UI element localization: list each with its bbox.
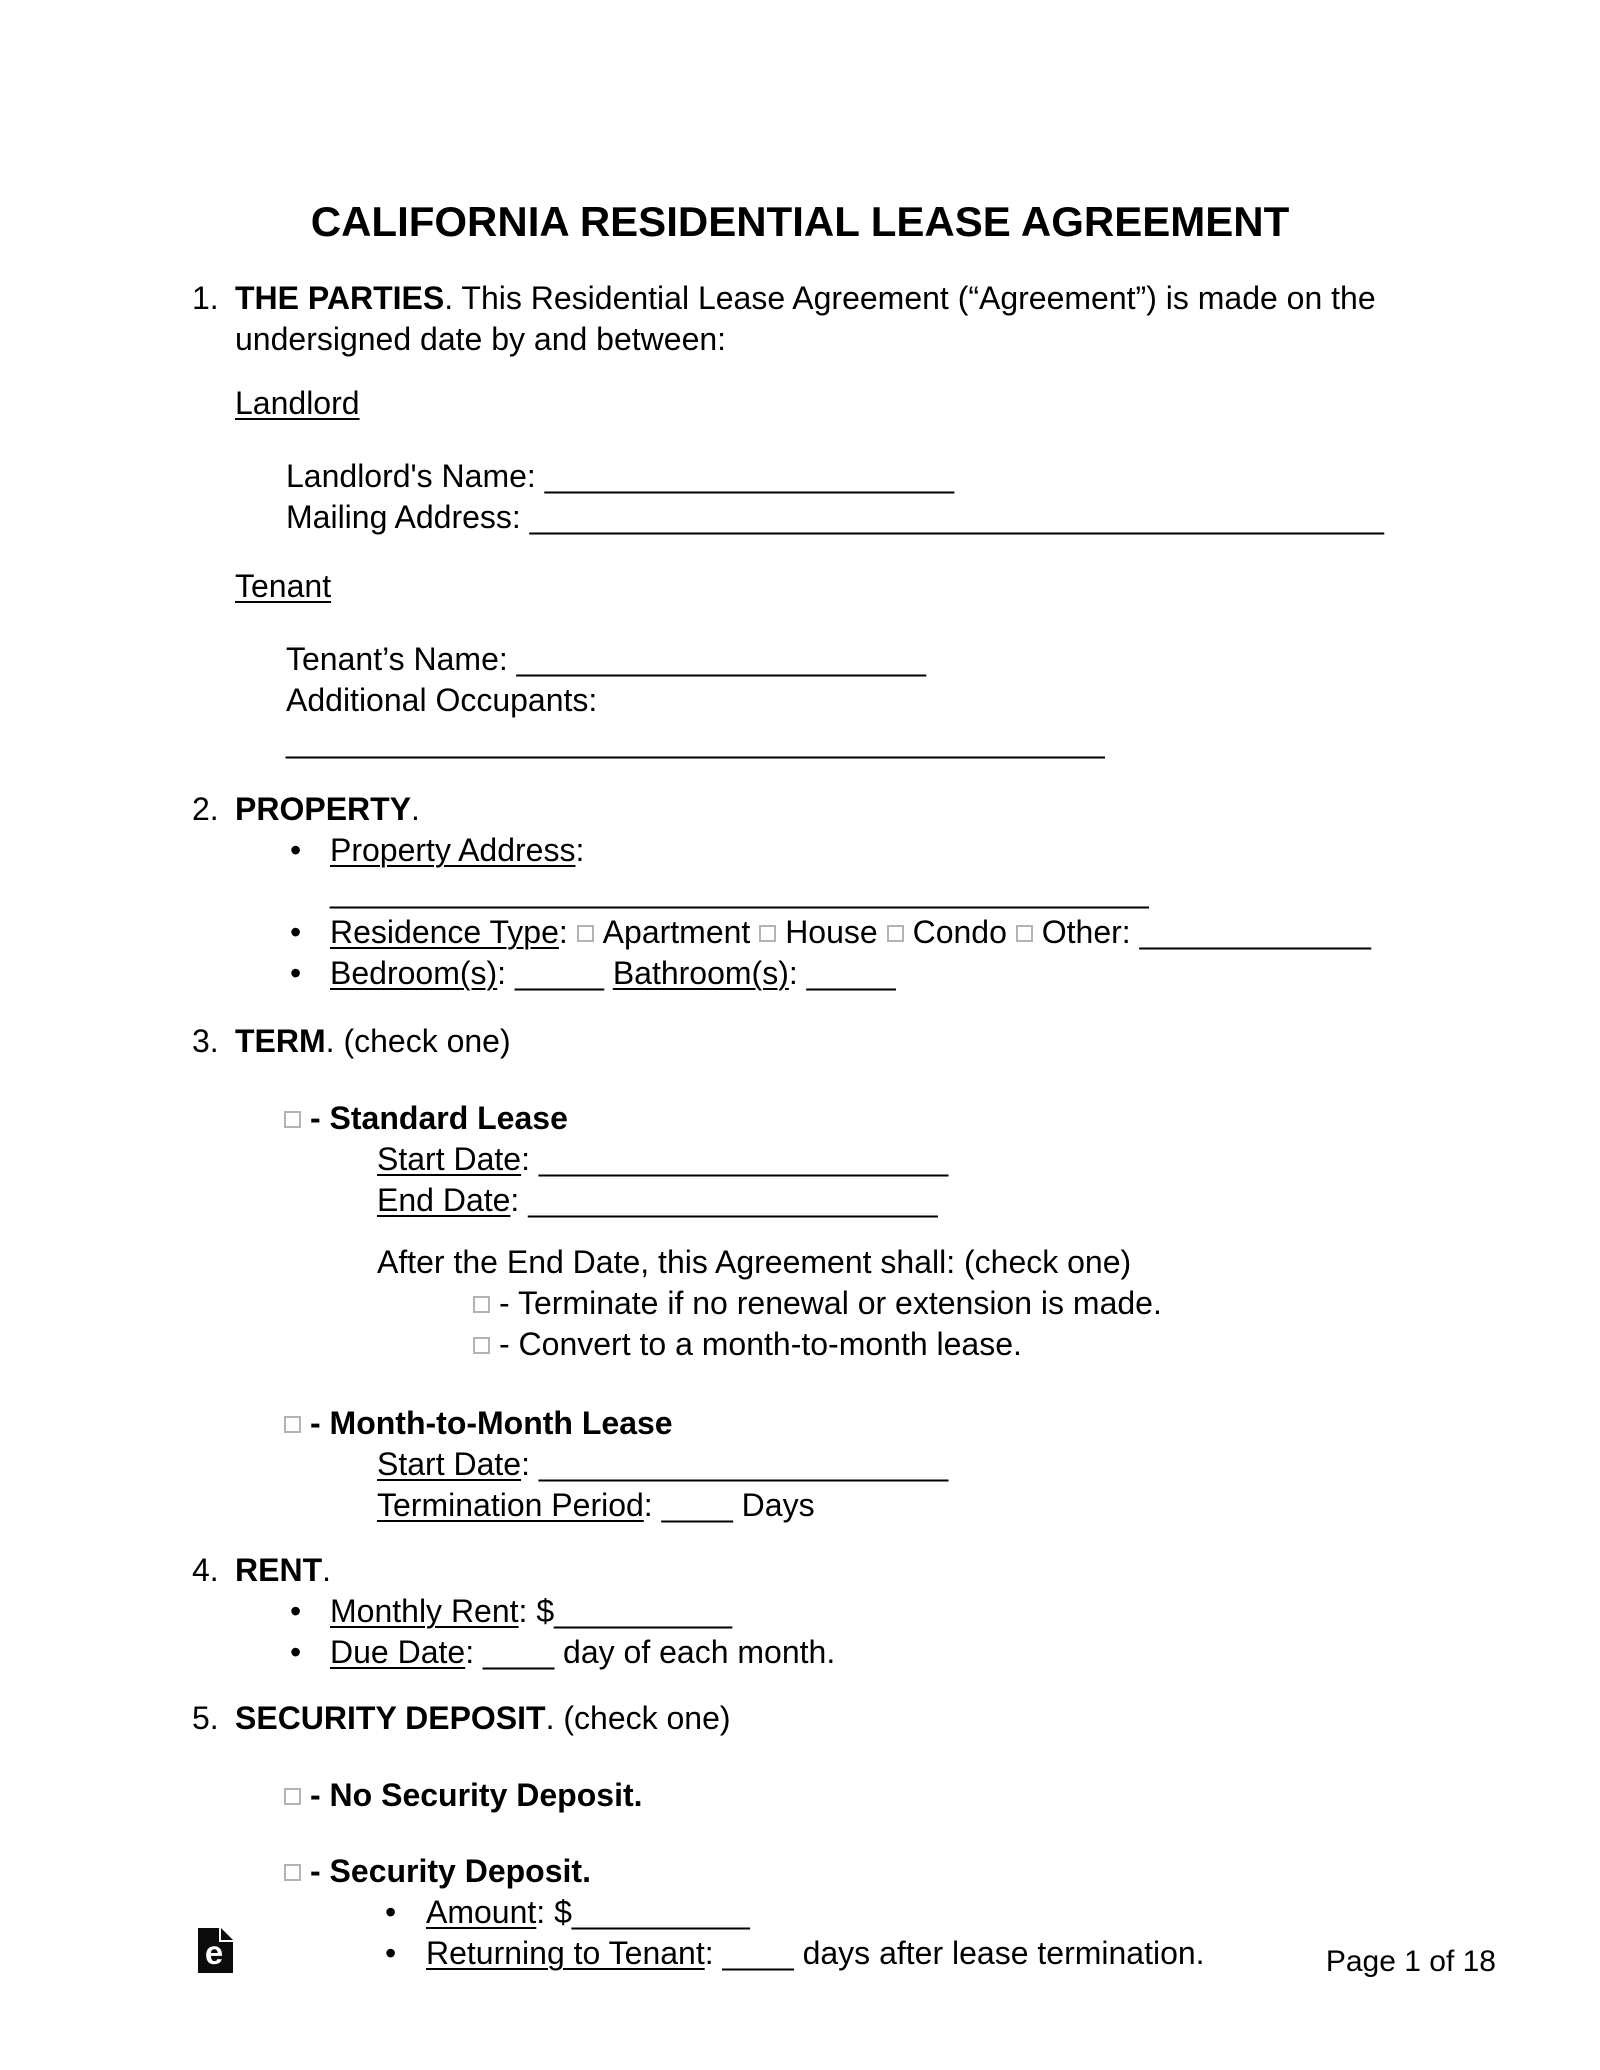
- checkbox-terminate[interactable]: [473, 1296, 490, 1313]
- bedroom-bathroom-line: • Bedroom(s): _____ Bathroom(s): _____: [235, 953, 1400, 994]
- standard-start-date-line: Start Date: _______________________: [377, 1141, 949, 1177]
- section-security-deposit-number: 5.: [192, 1700, 219, 1736]
- mailing-address-line: Mailing Address: ________________________________________________: [286, 499, 1384, 535]
- section-rent: [192, 1550, 1400, 1673]
- option-other-label: Other: [1041, 914, 1122, 950]
- document-body: [192, 278, 1400, 1974]
- m2m-start-date-label: Start Date: [377, 1446, 522, 1482]
- section-property-number: 2.: [192, 791, 219, 827]
- terminate-option-label: - Terminate if no renewal or extension is made.: [499, 1285, 1162, 1321]
- security-deposit-line: [284, 1851, 1400, 1892]
- mailing-address-field[interactable]: ________________________________________________: [529, 499, 1384, 535]
- checkbox-month-to-month[interactable]: [284, 1416, 301, 1433]
- term-heading-line: TERM. (check one): [235, 1023, 511, 1059]
- bathrooms-field[interactable]: _____: [806, 955, 896, 991]
- section-term-number: 3.: [192, 1023, 219, 1059]
- section-parties-number: 1.: [192, 280, 219, 316]
- eforms-logo: [198, 1928, 233, 1983]
- section-rent-number: 4.: [192, 1552, 219, 1588]
- convert-option-label: - Convert to a month-to-month lease.: [499, 1326, 1022, 1362]
- deposit-amount-field[interactable]: __________: [571, 1894, 750, 1930]
- due-date-suffix: day of each month.: [563, 1634, 836, 1670]
- residence-type-label: Residence Type: [330, 914, 559, 950]
- property-address-line: • Property Address: ______________________________________________: [235, 830, 1400, 912]
- landlord-name-line: Landlord's Name: _______________________: [286, 458, 955, 494]
- checkbox-apartment[interactable]: [577, 925, 594, 942]
- end-date-label: End Date: [377, 1182, 511, 1218]
- checkbox-standard-lease[interactable]: [284, 1111, 301, 1128]
- due-date-label: Due Date: [330, 1634, 466, 1670]
- checkbox-security-deposit[interactable]: [284, 1864, 301, 1881]
- document-title: CALIFORNIA RESIDENTIAL LEASE AGREEMENT: [310, 198, 1290, 245]
- month-to-month-line: [284, 1403, 1400, 1444]
- standard-start-date-field[interactable]: _______________________: [538, 1141, 949, 1177]
- deposit-amount-line: • Amount: $__________: [235, 1892, 1400, 1933]
- standard-end-date-field[interactable]: _______________________: [528, 1182, 938, 1218]
- security-deposit-heading: SECURITY DEPOSIT: [235, 1700, 546, 1736]
- no-security-deposit-label: - No Security Deposit.: [310, 1777, 643, 1813]
- checkbox-other[interactable]: [1016, 925, 1033, 942]
- bedrooms-label: Bedroom(s): [330, 955, 498, 991]
- convert-option-line: [473, 1324, 1400, 1365]
- terminate-option-line: [473, 1283, 1400, 1324]
- m2m-start-date-line: Start Date: _______________________: [377, 1446, 949, 1482]
- returning-to-tenant-field[interactable]: ____: [722, 1935, 794, 1971]
- property-heading-line: PROPERTY.: [235, 791, 420, 827]
- section-security-deposit: [192, 1698, 1400, 1974]
- termination-period-suffix: Days: [741, 1487, 815, 1523]
- landlord-group-label: Landlord: [235, 385, 360, 421]
- checkbox-convert-m2m[interactable]: [473, 1337, 490, 1354]
- landlord-name-label: Landlord's Name: [286, 458, 527, 494]
- option-apartment-label: Apartment: [602, 914, 751, 950]
- checkbox-no-security-deposit[interactable]: [284, 1788, 301, 1805]
- parties-heading: THE PARTIES: [235, 280, 445, 316]
- start-date-label: Start Date: [377, 1141, 522, 1177]
- due-date-field[interactable]: ____: [482, 1634, 555, 1670]
- mailing-address-label: Mailing Address: [286, 499, 512, 535]
- parties-intro-line2: undersigned date by and between:: [235, 321, 727, 357]
- termination-period-field[interactable]: ____: [661, 1487, 733, 1523]
- property-address-label: Property Address: [330, 832, 576, 868]
- returning-to-tenant-suffix: days after lease termination.: [802, 1935, 1205, 1971]
- monthly-rent-field[interactable]: __________: [554, 1593, 733, 1629]
- additional-occupants-line: Additional Occupants: ______________________________________________: [286, 682, 1105, 759]
- deposit-amount-label: Amount: [426, 1894, 537, 1930]
- no-security-deposit-line: [284, 1775, 1400, 1816]
- tenant-name-field[interactable]: _______________________: [516, 641, 926, 677]
- monthly-rent-line: • Monthly Rent: $__________: [235, 1591, 1400, 1632]
- termination-period-line: Termination Period: ____ Days: [377, 1487, 815, 1523]
- landlord-name-field[interactable]: _______________________: [544, 458, 955, 494]
- eforms-logo-letter: e: [204, 1934, 224, 1971]
- rent-heading: RENT: [235, 1552, 323, 1588]
- bedrooms-field[interactable]: _____: [514, 955, 604, 991]
- tenant-name-line: Tenant’s Name: _______________________: [286, 641, 926, 677]
- residence-other-field[interactable]: _____________: [1139, 914, 1371, 950]
- returning-to-tenant-label: Returning to Tenant: [426, 1935, 705, 1971]
- standard-lease-line: [284, 1098, 1400, 1139]
- residence-type-line: • Residence Type: Apartment House Condo Other: _____________: [235, 912, 1400, 953]
- monthly-rent-label: Monthly Rent: [330, 1593, 519, 1629]
- security-deposit-heading-line: SECURITY DEPOSIT. (check one): [235, 1700, 731, 1736]
- month-to-month-label: - Month-to-Month Lease: [310, 1405, 673, 1441]
- due-date-line: • Due Date: ____ day of each month.: [235, 1632, 1400, 1673]
- additional-occupants-label: Additional Occupants: [286, 682, 589, 718]
- page-number: Page 1 of 18: [1325, 1945, 1496, 1978]
- deposit-amount-currency: $: [554, 1894, 572, 1930]
- termination-period-label: Termination Period: [377, 1487, 644, 1523]
- term-heading: TERM: [235, 1023, 326, 1059]
- standard-lease-label: - Standard Lease: [310, 1100, 568, 1136]
- returning-to-tenant-line: • Returning to Tenant: ____ days after lease termination.: [235, 1933, 1400, 1974]
- property-address-field[interactable]: ______________________________________________: [330, 873, 1149, 909]
- checkbox-house[interactable]: [759, 925, 776, 942]
- standard-end-date-line: End Date: _______________________: [377, 1182, 938, 1218]
- monthly-rent-currency: $: [536, 1593, 555, 1629]
- bathrooms-label: Bathroom(s): [612, 955, 789, 991]
- after-end-date-note: After the End Date, this Agreement shall: (check one): [377, 1244, 1132, 1280]
- tenant-name-label: Tenant’s Name: [286, 641, 499, 677]
- rent-heading-line: RENT.: [235, 1552, 331, 1588]
- tenant-group-label: Tenant: [235, 568, 332, 604]
- property-heading: PROPERTY: [235, 791, 412, 827]
- additional-occupants-field[interactable]: ______________________________________________: [286, 723, 1105, 759]
- checkbox-condo[interactable]: [887, 925, 904, 942]
- m2m-start-date-field[interactable]: _______________________: [538, 1446, 949, 1482]
- parties-intro-line1: THE PARTIES. This Residential Lease Agreement (“Agreement”) is made on the: [235, 280, 1376, 316]
- option-house-label: House: [785, 914, 878, 950]
- security-deposit-label: - Security Deposit.: [310, 1853, 591, 1889]
- section-term: [192, 1021, 1400, 1526]
- section-property: [192, 789, 1400, 994]
- option-condo-label: Condo: [912, 914, 1007, 950]
- section-parties: [192, 278, 1400, 762]
